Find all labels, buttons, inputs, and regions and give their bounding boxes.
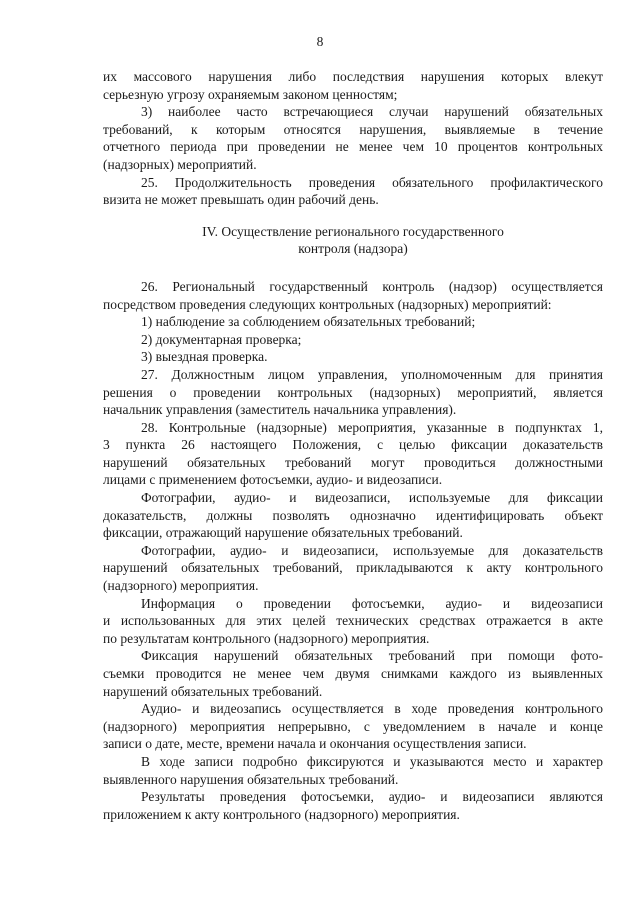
paragraph-line: 28. Контрольные (надзорные) мероприятия, указанные в подпунктах 1, (141, 419, 603, 435)
list-item: 1) наблюдение за соблюдением обязательных требований; (141, 314, 476, 330)
section-heading: контроля (надзора) (298, 241, 408, 257)
paragraph-line: Аудио- и видеозапись осуществляется в ходе проведения контрольного (141, 701, 603, 717)
paragraph-line: начальник управления (заместитель начальника управления). (103, 402, 457, 418)
paragraph-line: Фотографии, аудио- и видеозаписи, используемые для доказательств (141, 542, 603, 558)
paragraph-line: отчетного периода при проведении не менее чем 10 процентов контрольных (103, 139, 603, 155)
paragraph-line: выявленного нарушения обязательных требований. (103, 771, 399, 787)
paragraph-line: визита не может превышать один рабочий день. (103, 192, 379, 208)
paragraph-line: (надзорного) мероприятия. (103, 578, 259, 594)
paragraph-line: Фотографии, аудио- и видеозаписи, используемые для фиксации (141, 490, 603, 506)
page-number: 8 (316, 34, 324, 49)
paragraph-line: по результатам контрольного (надзорного) мероприятия. (103, 630, 430, 646)
paragraph-line: 3 пункта 26 настоящего Положения, с целью фиксации доказательств (103, 437, 603, 453)
paragraph-line: решения о проведении контрольных (надзорных) мероприятий, является (103, 384, 603, 400)
document-body (103, 68, 603, 823)
paragraph-line: требований, к которым относятся нарушения, выявляемые в течение (103, 121, 603, 137)
paragraph-line: Результаты проведения фотосъемки, аудио- и видеозаписи являются (141, 789, 603, 805)
paragraph-line: серьезную угрозу охраняемым законом ценностям; (103, 86, 398, 102)
paragraph-line: 3) наиболее часто встречающиеся случаи нарушений обязательных (141, 104, 603, 120)
section-heading: IV. Осуществление регионального государственного (202, 223, 504, 239)
paragraph-line: Фиксация нарушений обязательных требований при помощи фото- (141, 648, 603, 664)
list-item: 2) документарная проверка; (141, 331, 302, 347)
paragraph-line: записи о дате, месте, времени начала и окончания осуществления записи. (103, 736, 527, 752)
paragraph-line: 25. Продолжительность проведения обязательного профилактического (141, 174, 603, 190)
paragraph-line: (надзорных) мероприятий. (103, 156, 257, 172)
paragraph-line: нарушений обязательных требований, прикладываются к акту контрольного (103, 560, 603, 576)
paragraph-line: посредством проведения следующих контрольных (надзорных) мероприятий: (103, 296, 552, 312)
paragraph-line: приложением к акту контрольного (надзорного) мероприятия. (103, 806, 460, 822)
paragraph-line: и использованных для этих целей технических средствах отражается в акте (103, 613, 603, 629)
paragraph-line: доказательств, должны позволять однозначно идентифицировать объект (103, 507, 603, 523)
paragraph-line: нарушений обязательных требований могут проводиться должностными (103, 454, 603, 470)
paragraph-line: их массового нарушения либо последствия нарушения которых влекут (103, 69, 603, 84)
paragraph-line: 27. Должностным лицом управления, уполномоченным для принятия (141, 366, 603, 382)
paragraph-line: Информация о проведении фотосъемки, аудио- и видеозаписи (141, 595, 603, 611)
paragraph-line: 26. Региональный государственный контроль (надзор) осуществляется (141, 278, 603, 294)
paragraph-line: нарушений обязательных требований. (103, 683, 323, 699)
paragraph-line: лицами с применением фотосъемки, аудио- и видеозаписи. (103, 472, 443, 488)
list-item: 3) выездная проверка. (141, 349, 268, 365)
paragraph-line: (надзорного) мероприятия непрерывно, с уведомлением в начале и конце (103, 718, 603, 734)
paragraph-line: съемки проводится не менее чем двумя снимками каждого из выявленных (103, 666, 603, 681)
paragraph-line: фиксации, отражающий нарушение обязательных требований. (103, 525, 463, 541)
paragraph-line: В ходе записи подробно фиксируются и указываются место и характер (141, 753, 603, 769)
